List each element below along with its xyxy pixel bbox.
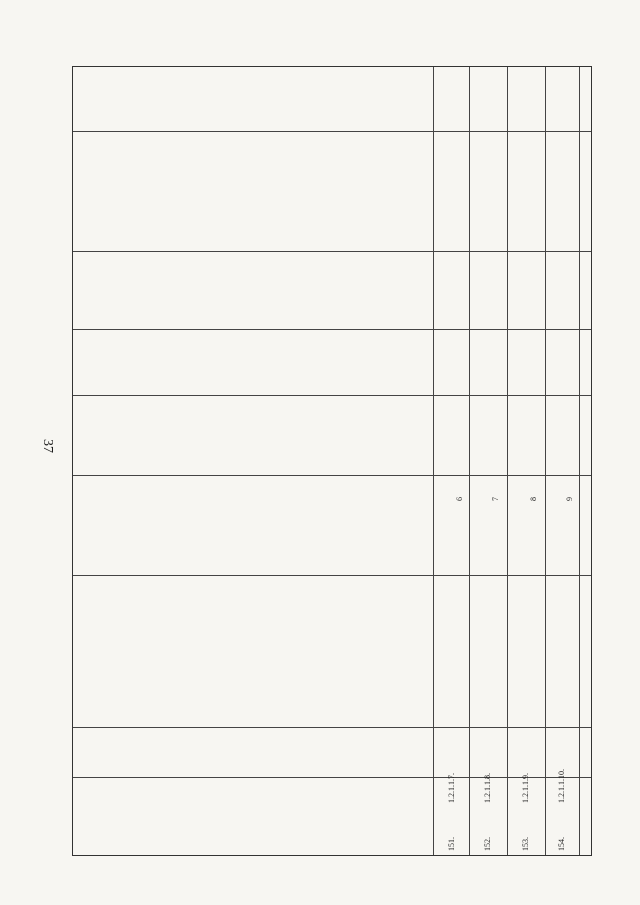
row-grade: 9 bbox=[565, 497, 574, 501]
document-table bbox=[72, 66, 592, 856]
row-grade: 6 bbox=[455, 497, 464, 501]
row-grade: 8 bbox=[529, 497, 538, 501]
row-code: 1.2.1.1.10. bbox=[557, 769, 566, 803]
row-grade: 7 bbox=[491, 497, 500, 501]
row-number: 152. bbox=[483, 837, 492, 851]
row-number: 153. bbox=[521, 837, 530, 851]
row-code: 1.2.1.1.9. bbox=[521, 773, 530, 803]
row-number: 151. bbox=[447, 837, 456, 851]
page-number: 37 bbox=[40, 439, 55, 453]
row-code: 1.2.1.1.7. bbox=[447, 773, 456, 803]
row-code: 1.2.1.1.8. bbox=[483, 773, 492, 803]
row-number: 154. bbox=[557, 837, 566, 851]
